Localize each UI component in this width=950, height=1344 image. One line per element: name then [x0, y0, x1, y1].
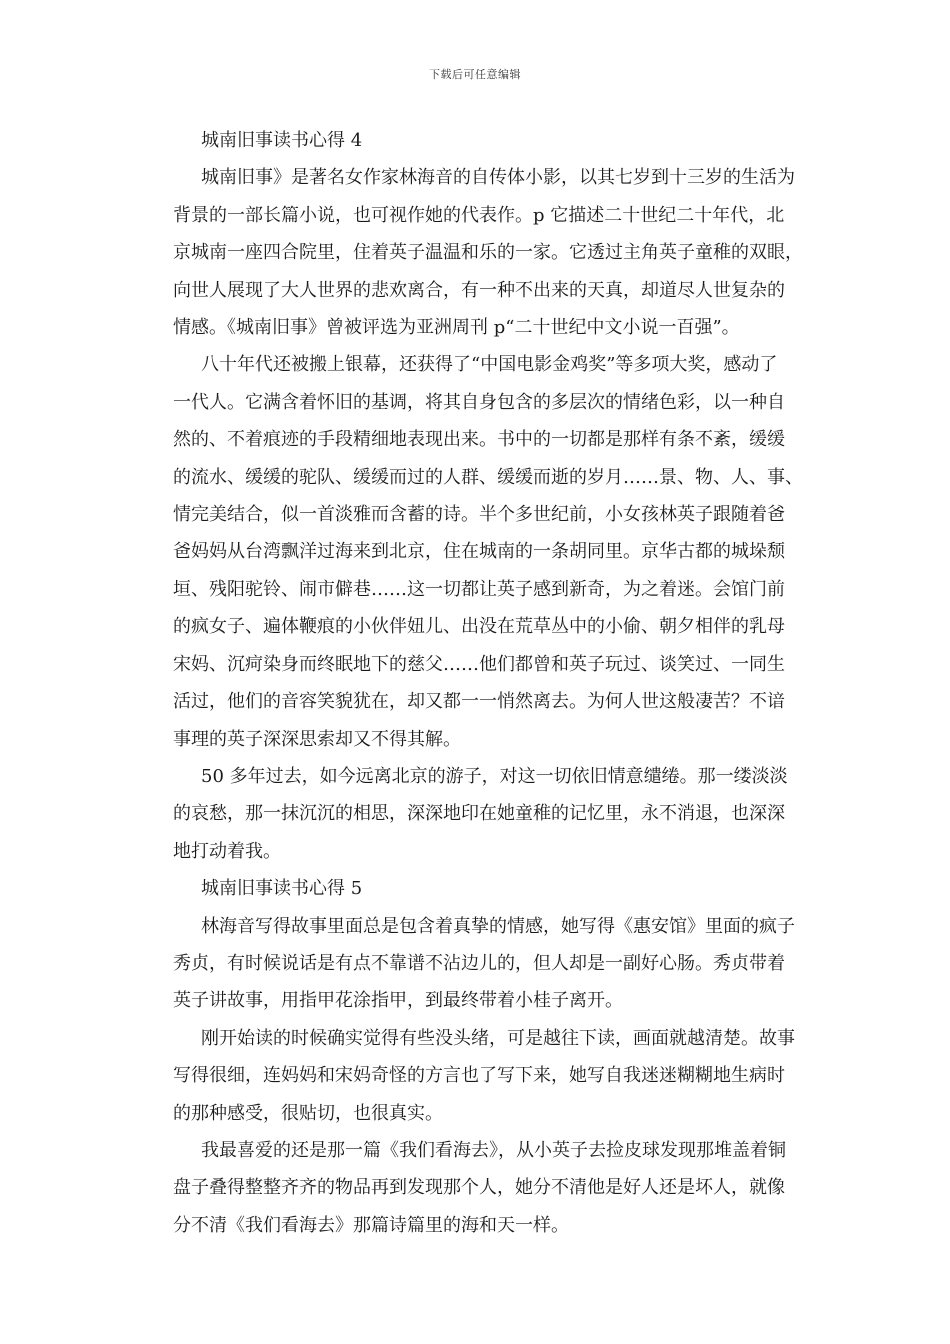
text-line: 一代人。它满含着怀旧的基调，将其自身包含的多层次的情绪色彩，以一种自 [173, 391, 785, 413]
text-line: 英子讲故事，用指甲花涂指甲，到最终带着小桂子离开。 [173, 990, 623, 1012]
text-line: 我最喜爱的还是那一篇《我们看海去》，从小英子去捡皮球发现那堆盖着铜 [201, 1139, 786, 1161]
text-line: 情完美结合，似一首淡雅而含蓄的诗。半个多世纪前，小女孩林英子跟随着爸 [173, 504, 785, 526]
text-line: 50 多年过去，如今远离北京的游子，对这一切依旧情意缱绻。那一缕淡淡 [201, 765, 788, 787]
text-line: 的哀愁，那一抹沉沉的相思，深深地印在她童稚的记忆里，永不消退，也深深 [173, 803, 785, 825]
text-line: 八十年代还被搬上银幕，还获得了“中国电影金鸡奖”等多项大奖，感动了 [201, 354, 778, 376]
text-line: 写得很细，连妈妈和宋妈奇怪的方言也了写下来，她写自我迷迷糊糊地生病时 [173, 1065, 785, 1087]
text-line: 向世人展现了大人世界的悲欢离合，有一种不出来的天真，却道尽人世复杂的 [173, 279, 785, 301]
text-line: 城南旧事读书心得 4 [201, 130, 363, 151]
text-line: 的流水、缓缓的驼队、缓缓而过的人群、缓缓而逝的岁月……景、物、人、事、 [173, 466, 803, 488]
section-title-4 [145, 122, 810, 159]
text-line: 事理的英子深深思索却又不得其解。 [173, 728, 461, 750]
text-line: 城南旧事读书心得 5 [201, 878, 363, 900]
page-header: 下载后可任意编辑 [429, 68, 521, 81]
text-line: 秀贞，有时候说话是有点不靠谱不沾边儿的，但人却是一副好心肠。秀贞带着 [173, 952, 785, 974]
text-line: 活过，他们的音容笑貌犹在，却又都一一悄然离去。为何人世这般凄苦？不谙 [173, 691, 785, 713]
text-line: 林海音写得故事里面总是包含着真挚的情感，她写得《惠安馆》里面的疯子 [201, 915, 795, 937]
text-line: 分不清《我们看海去》那篇诗篇里的海和天一样。 [173, 1214, 569, 1236]
paragraph [145, 1132, 810, 1244]
text-line: 的那种感受，很贴切，也很真实。 [173, 1102, 443, 1124]
paragraph [145, 159, 810, 346]
text-line: 地打动着我。 [173, 840, 281, 862]
paragraph [145, 908, 810, 1020]
text-line: 宋妈、沉疴染身而终眠地下的慈父……他们都曾和英子玩过、谈笑过、一同生 [173, 653, 785, 675]
text-line: 垣、残阳驼铃、闹市僻巷……这一切都让英子感到新奇，为之着迷。会馆门前 [173, 578, 785, 600]
text-line: 刚开始读的时候确实觉得有些没头绪，可是越往下读，画面就越清楚。故事 [201, 1027, 795, 1049]
document-body [145, 122, 810, 1244]
text-line: 情感。《城南旧事》曾被评选为亚洲周刊 p“二十世纪中文小说一百强”。 [173, 317, 740, 339]
paragraph [145, 758, 810, 870]
section-title-5 [145, 870, 810, 907]
text-line: 背景的一部长篇小说，也可视作她的代表作。p 它描述二十世纪二十年代，北 [173, 204, 785, 226]
paragraph [145, 1020, 810, 1132]
text-line: 城南旧事》是著名女作家林海音的自传体小影，以其七岁到十三岁的生活为 [201, 167, 795, 189]
text-line: 然的、不着痕迹的手段精细地表现出来。书中的一切都是那样有条不紊，缓缓 [173, 429, 785, 451]
text-line: 京城南一座四合院里，住着英子温温和乐的一家。它透过主角英子童稚的双眼， [173, 242, 803, 264]
text-line: 爸妈妈从台湾飘洋过海来到北京，住在城南的一条胡同里。京华古都的城垛颓 [173, 541, 785, 563]
text-line: 的疯女子、遍体鞭痕的小伙伴妞儿、出没在荒草丛中的小偷、朝夕相伴的乳母 [173, 616, 785, 638]
paragraph [145, 346, 810, 757]
text-line: 盘子叠得整整齐齐的物品再到发现那个人，她分不清他是好人还是坏人，就像 [173, 1177, 785, 1199]
